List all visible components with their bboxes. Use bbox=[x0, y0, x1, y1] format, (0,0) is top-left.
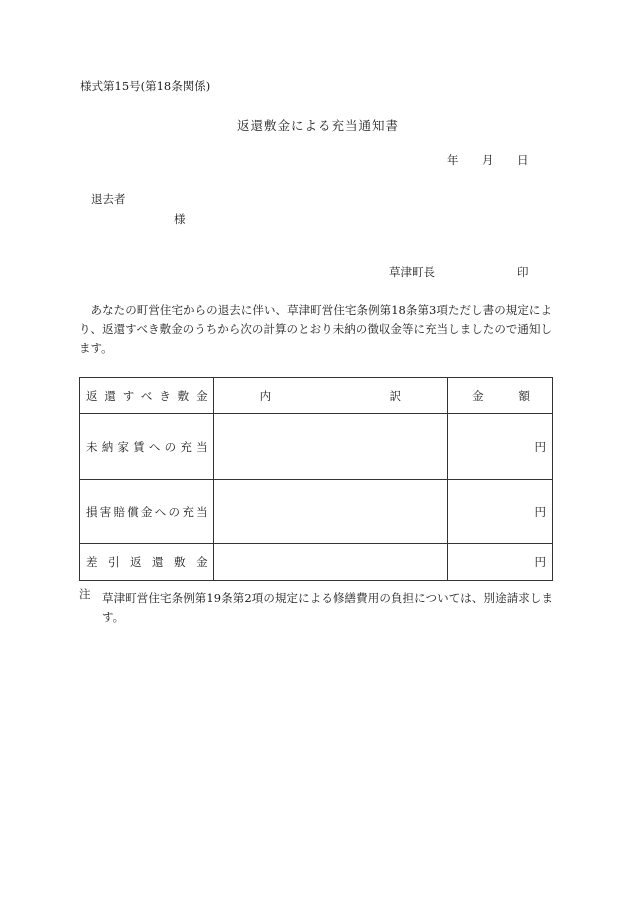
row-breakdown-net-refund bbox=[213, 544, 448, 581]
row-breakdown-damages bbox=[213, 480, 448, 544]
header-item: 返還すべき敷金 bbox=[80, 378, 214, 414]
row-label-damages: 損害賠償金への充当 bbox=[80, 480, 214, 544]
header-amount bbox=[448, 378, 553, 414]
issuer-name: 草津町長 bbox=[389, 265, 435, 279]
header-amount-right: 額 bbox=[518, 388, 530, 403]
table-row bbox=[80, 544, 553, 581]
row-amount-unit: 円 bbox=[448, 544, 553, 581]
row-breakdown-unpaid-rent bbox=[213, 414, 448, 480]
header-breakdown-left: 内 bbox=[259, 388, 272, 403]
document-title: 返還敷金による充当通知書 bbox=[236, 118, 399, 133]
header-breakdown-right: 訳 bbox=[389, 388, 402, 403]
recipient-label: 退去者 bbox=[91, 192, 126, 206]
date-day-label: 日 bbox=[517, 153, 529, 167]
date-month-label: 月 bbox=[482, 153, 494, 167]
table-row bbox=[80, 480, 553, 544]
date-year-label: 年 bbox=[447, 153, 459, 167]
table-row bbox=[80, 414, 553, 480]
recipient-honorific: 様 bbox=[174, 212, 186, 226]
row-label-unpaid-rent: 未納家賃への充当 bbox=[80, 414, 214, 480]
seal-mark: 印 bbox=[517, 265, 529, 279]
row-amount-unit: 円 bbox=[448, 480, 553, 544]
footnote-text: 草津町営住宅条例第19条第2項の規定による修繕費用の負担については、別途請求します。 bbox=[102, 591, 553, 624]
row-label-net-refund: 差引返還敷金 bbox=[80, 544, 214, 581]
row-amount-unit: 円 bbox=[448, 414, 553, 480]
table-header-row bbox=[80, 378, 553, 414]
form-number: 様式第15号(第18条関係) bbox=[80, 79, 211, 93]
header-breakdown bbox=[213, 378, 448, 414]
settlement-table bbox=[79, 377, 553, 581]
footnote-mark: 注 bbox=[79, 587, 91, 601]
header-amount-left: 金 bbox=[472, 388, 484, 403]
notice-body: あなたの町営住宅からの退去に伴い、草津町営住宅条例第18条第3項ただし書の規定により、返還すべき敷金のうちから次の計算のとおり未納の徴収金等に充当しましたので通知します。 bbox=[79, 303, 552, 355]
